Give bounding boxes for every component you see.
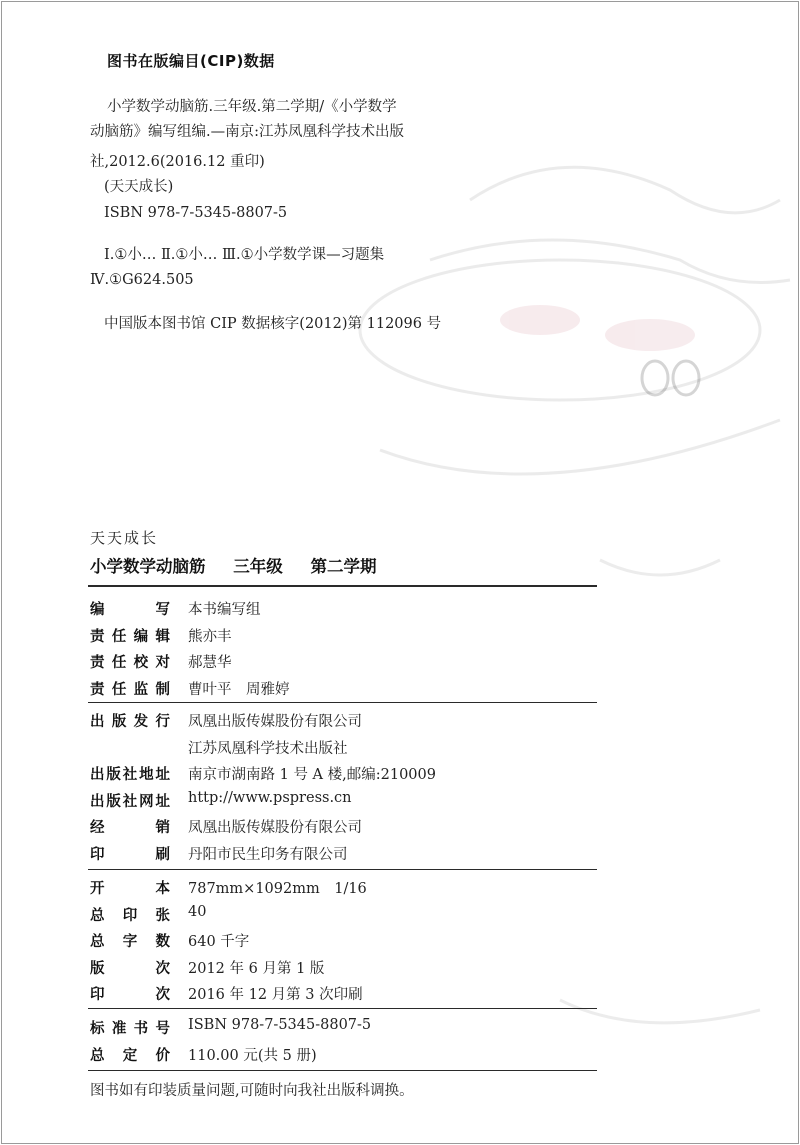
colophon-row: [90, 1044, 610, 1068]
colophon-label: 版 次: [90, 960, 170, 977]
colophon-label: 标 准 书 号: [90, 1021, 170, 1037]
colophon-row: [90, 625, 610, 649]
colophon-value: 凤凰出版传媒股份有限公司: [188, 714, 362, 730]
colophon-label: 经 销: [90, 820, 170, 836]
colophon-value: http://www.pspress.cn: [188, 789, 352, 806]
title-term: 第二学期: [310, 557, 377, 576]
colophon-row: [90, 737, 610, 761]
colophon-value: 曹叶平 周雅婷: [188, 681, 290, 698]
colophon-value: 787mm×1092mm 1/16: [188, 881, 367, 897]
cip-line: 社,2012.6(2016.12 重印): [90, 154, 265, 170]
title-grade: 三年级: [233, 557, 283, 576]
colophon-value: 40: [188, 903, 207, 920]
colophon-label: 出 版 社 网 址: [90, 793, 170, 810]
title-main: 小学数学动脑筋: [90, 557, 206, 576]
divider: [88, 585, 597, 587]
colophon-row: [90, 983, 610, 1007]
colophon-label: 开 本: [90, 881, 170, 897]
colophon-label: 责 任 监 制: [90, 681, 170, 698]
cip-line: Ⅳ.①G624.505: [90, 272, 194, 288]
divider: [88, 702, 597, 703]
colophon-value: 江苏凤凰科学技术出版社: [188, 740, 348, 757]
colophon-label: 总 印 张: [90, 907, 170, 924]
cip-line: (天天成长): [104, 179, 174, 195]
colophon-value: 110.00 元(共 5 册): [188, 1047, 317, 1064]
colophon-row: [90, 957, 610, 981]
colophon-value: ISBN 978-7-5345-8807-5: [188, 1017, 372, 1033]
colophon-value: 郝慧华: [188, 655, 232, 671]
colophon-row: [90, 790, 610, 814]
colophon-label: 责 任 编 辑: [90, 628, 170, 645]
colophon-label: 编 写: [90, 602, 170, 618]
colophon-label: 印 刷: [90, 846, 170, 863]
colophon-value: 南京市湖南路 1 号 A 楼,邮编:210009: [188, 767, 436, 783]
colophon-row: [90, 816, 610, 840]
colophon-row: [90, 877, 610, 901]
cip-line: 动脑筋》编写组编.—南京:江苏凤凰科学技术出版: [90, 124, 404, 140]
colophon-row: [90, 651, 610, 675]
colophon-label: 总 字 数: [90, 934, 170, 950]
colophon-label: 出 版 社 地 址: [90, 767, 170, 783]
cip-line: Ⅰ.①小… Ⅱ.①小… Ⅲ.①小学数学课—习题集: [104, 247, 385, 263]
divider: [88, 1070, 597, 1071]
colophon-label: 印 次: [90, 987, 170, 1003]
divider: [88, 869, 597, 870]
colophon-label: 出 版 发 行: [90, 714, 170, 730]
colophon-row: [90, 1017, 610, 1041]
colophon-label: 责 任 校 对: [90, 655, 170, 671]
book-title: [90, 553, 399, 577]
footer-note: 图书如有印装质量问题,可随时向我社出版科调换。: [90, 1083, 414, 1099]
series-name: 天天成长: [90, 529, 159, 547]
colophon-value: 本书编写组: [188, 602, 261, 618]
divider: [88, 1008, 597, 1009]
cip-line: 中国版本图书馆 CIP 数据核字(2012)第 112096 号: [104, 316, 442, 332]
cip-line: 小学数学动脑筋.三年级.第二学期/《小学数学: [107, 99, 397, 115]
colophon-value: 2016 年 12 月第 3 次印刷: [188, 987, 363, 1003]
colophon-row: [90, 763, 610, 787]
colophon-row: [90, 678, 610, 702]
cip-heading: 图书在版编目(CIP)数据: [107, 52, 275, 70]
colophon-row: [90, 904, 610, 928]
colophon-row: [90, 843, 610, 867]
colophon-row: [90, 598, 610, 622]
colophon-value: 2012 年 6 月第 1 版: [188, 960, 325, 977]
colophon-value: 熊亦丰: [188, 628, 232, 645]
colophon-value: 凤凰出版传媒股份有限公司: [188, 820, 362, 836]
colophon-row: [90, 710, 610, 734]
colophon-label: 总 定 价: [90, 1047, 170, 1064]
cip-line: ISBN 978-7-5345-8807-5: [104, 205, 288, 221]
colophon-row: [90, 930, 610, 954]
colophon-value: 丹阳市民生印务有限公司: [188, 846, 348, 863]
colophon-value: 640 千字: [188, 934, 250, 950]
